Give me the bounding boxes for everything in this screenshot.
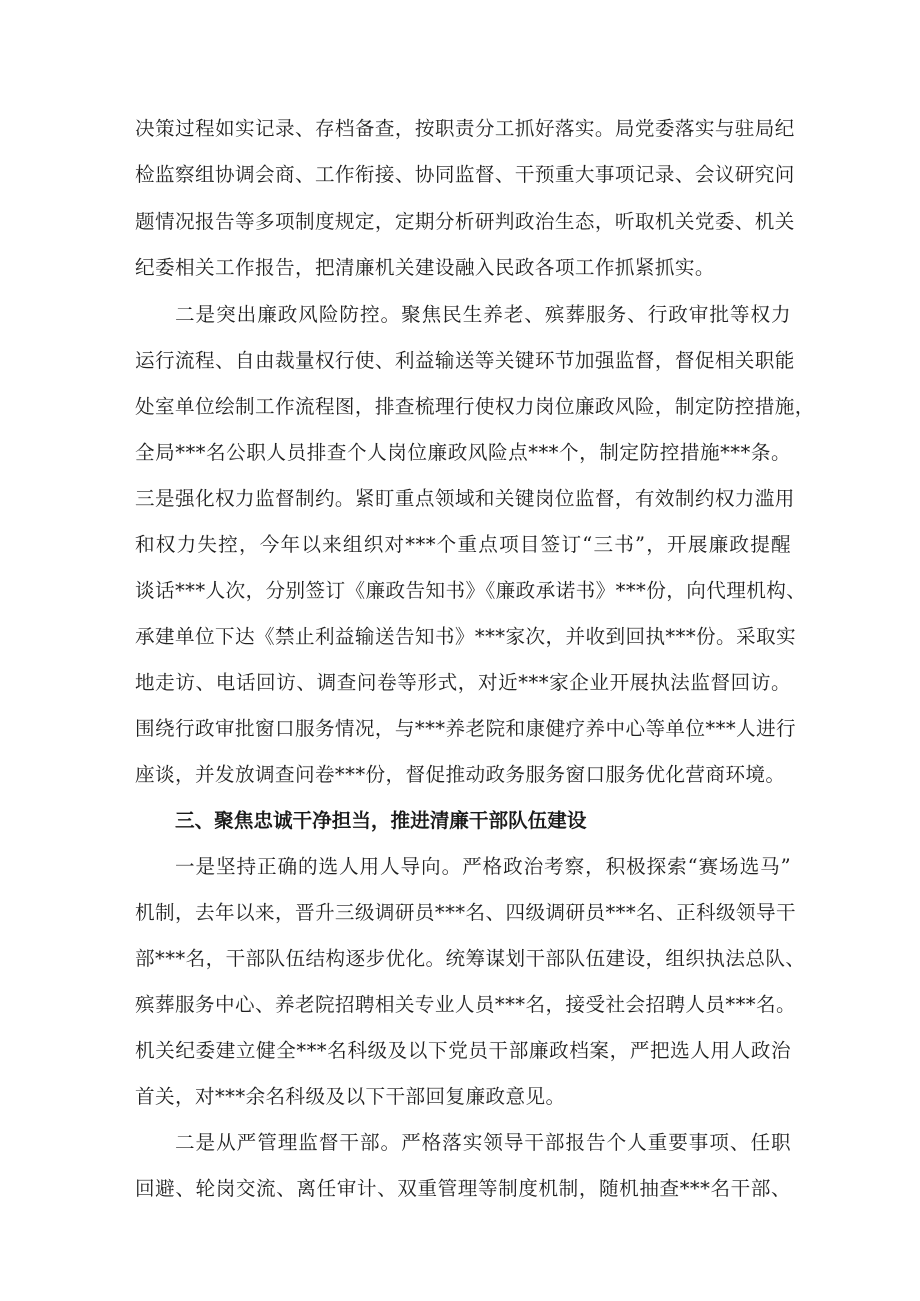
paragraph-line: 二是突出廉政风险防控。聚焦民生养老、殡葬服务、行政审批等权力 bbox=[175, 303, 791, 326]
paragraph-line: 一是坚持正确的选人用人导向。严格政治考察，积极探索“赛场选马” bbox=[175, 855, 791, 878]
paragraph-line: 机关纪委建立健全***名科级及以下党员干部廉政档案，严把选人用人政治 bbox=[135, 1039, 791, 1062]
paragraph-line: 机制，去年以来，晋升三级调研员***名、四级调研员***名、正科级领导干 bbox=[135, 901, 796, 924]
paragraph-line: 和权力失控，今年以来组织对***个重点项目签订“三书”，开展廉政提醒 bbox=[135, 533, 791, 556]
paragraph-line: 殡葬服务中心、养老院招聘相关专业人员***名，接受社会招聘人员***名。 bbox=[135, 993, 796, 1016]
paragraph-line: 围绕行政审批窗口服务情况，与***养老院和康健疗养中心等单位***人进行 bbox=[135, 717, 796, 740]
paragraph-line: 部***名，干部队伍结构逐步优化。统筹谋划干部队伍建设，组织执法总队、 bbox=[135, 947, 806, 970]
paragraph-line: 首关，对***余名科级及以下干部回复廉政意见。 bbox=[135, 1085, 566, 1108]
section-heading: 三、聚焦忠诚干净担当，推进清廉干部队伍建设 bbox=[175, 809, 587, 832]
paragraph-line: 检监察组协调会商、工作衔接、协同监督、干预重大事项记录、会议研究问 bbox=[135, 163, 795, 186]
paragraph-line: 决策过程如实记录、存档备查，按职责分工抓好落实。局党委落实与驻局纪 bbox=[135, 117, 795, 140]
paragraph-line: 地走访、电话回访、调查问卷等形式，对近***家企业开展执法监督回访。 bbox=[135, 671, 791, 694]
paragraph-line: 处室单位绘制工作流程图，排查梳理行使权力岗位廉政风险，制定防控措施， bbox=[135, 395, 815, 418]
paragraph-line: 回避、轮岗交流、离任审计、双重管理等制度机制，随机抽查***名干部、 bbox=[135, 1177, 791, 1200]
paragraph-line: 承建单位下达《禁止利益输送告知书》***家次，并收到回执***份。采取实 bbox=[135, 625, 796, 648]
paragraph-line: 二是从严管理监督干部。严格落实领导干部报告个人重要事项、任职 bbox=[175, 1131, 791, 1154]
paragraph-line: 运行流程、自由裁量权行使、利益输送等关键环节加强监督，督促相关职能 bbox=[135, 349, 795, 372]
paragraph-line: 题情况报告等多项制度规定，定期分析研判政治生态，听取机关党委、机关 bbox=[135, 210, 795, 233]
paragraph-line: 纪委相关工作报告，把清廉机关建设融入民政各项工作抓紧抓实。 bbox=[135, 256, 715, 279]
paragraph-line: 三是强化权力监督制约。紧盯重点领域和关键岗位监督，有效制约权力滥用 bbox=[135, 487, 795, 510]
paragraph-line: 全局***名公职人员排查个人岗位廉政风险点***个，制定防控措施***条。 bbox=[135, 441, 791, 464]
paragraph-line: 谈话***人次，分别签订《廉政告知书》《廉政承诺书》***份，向代理机构、 bbox=[135, 579, 807, 602]
paragraph-line: 座谈，并发放调查问卷***份，督促推动政务服务窗口服务优化营商环境。 bbox=[135, 763, 786, 786]
